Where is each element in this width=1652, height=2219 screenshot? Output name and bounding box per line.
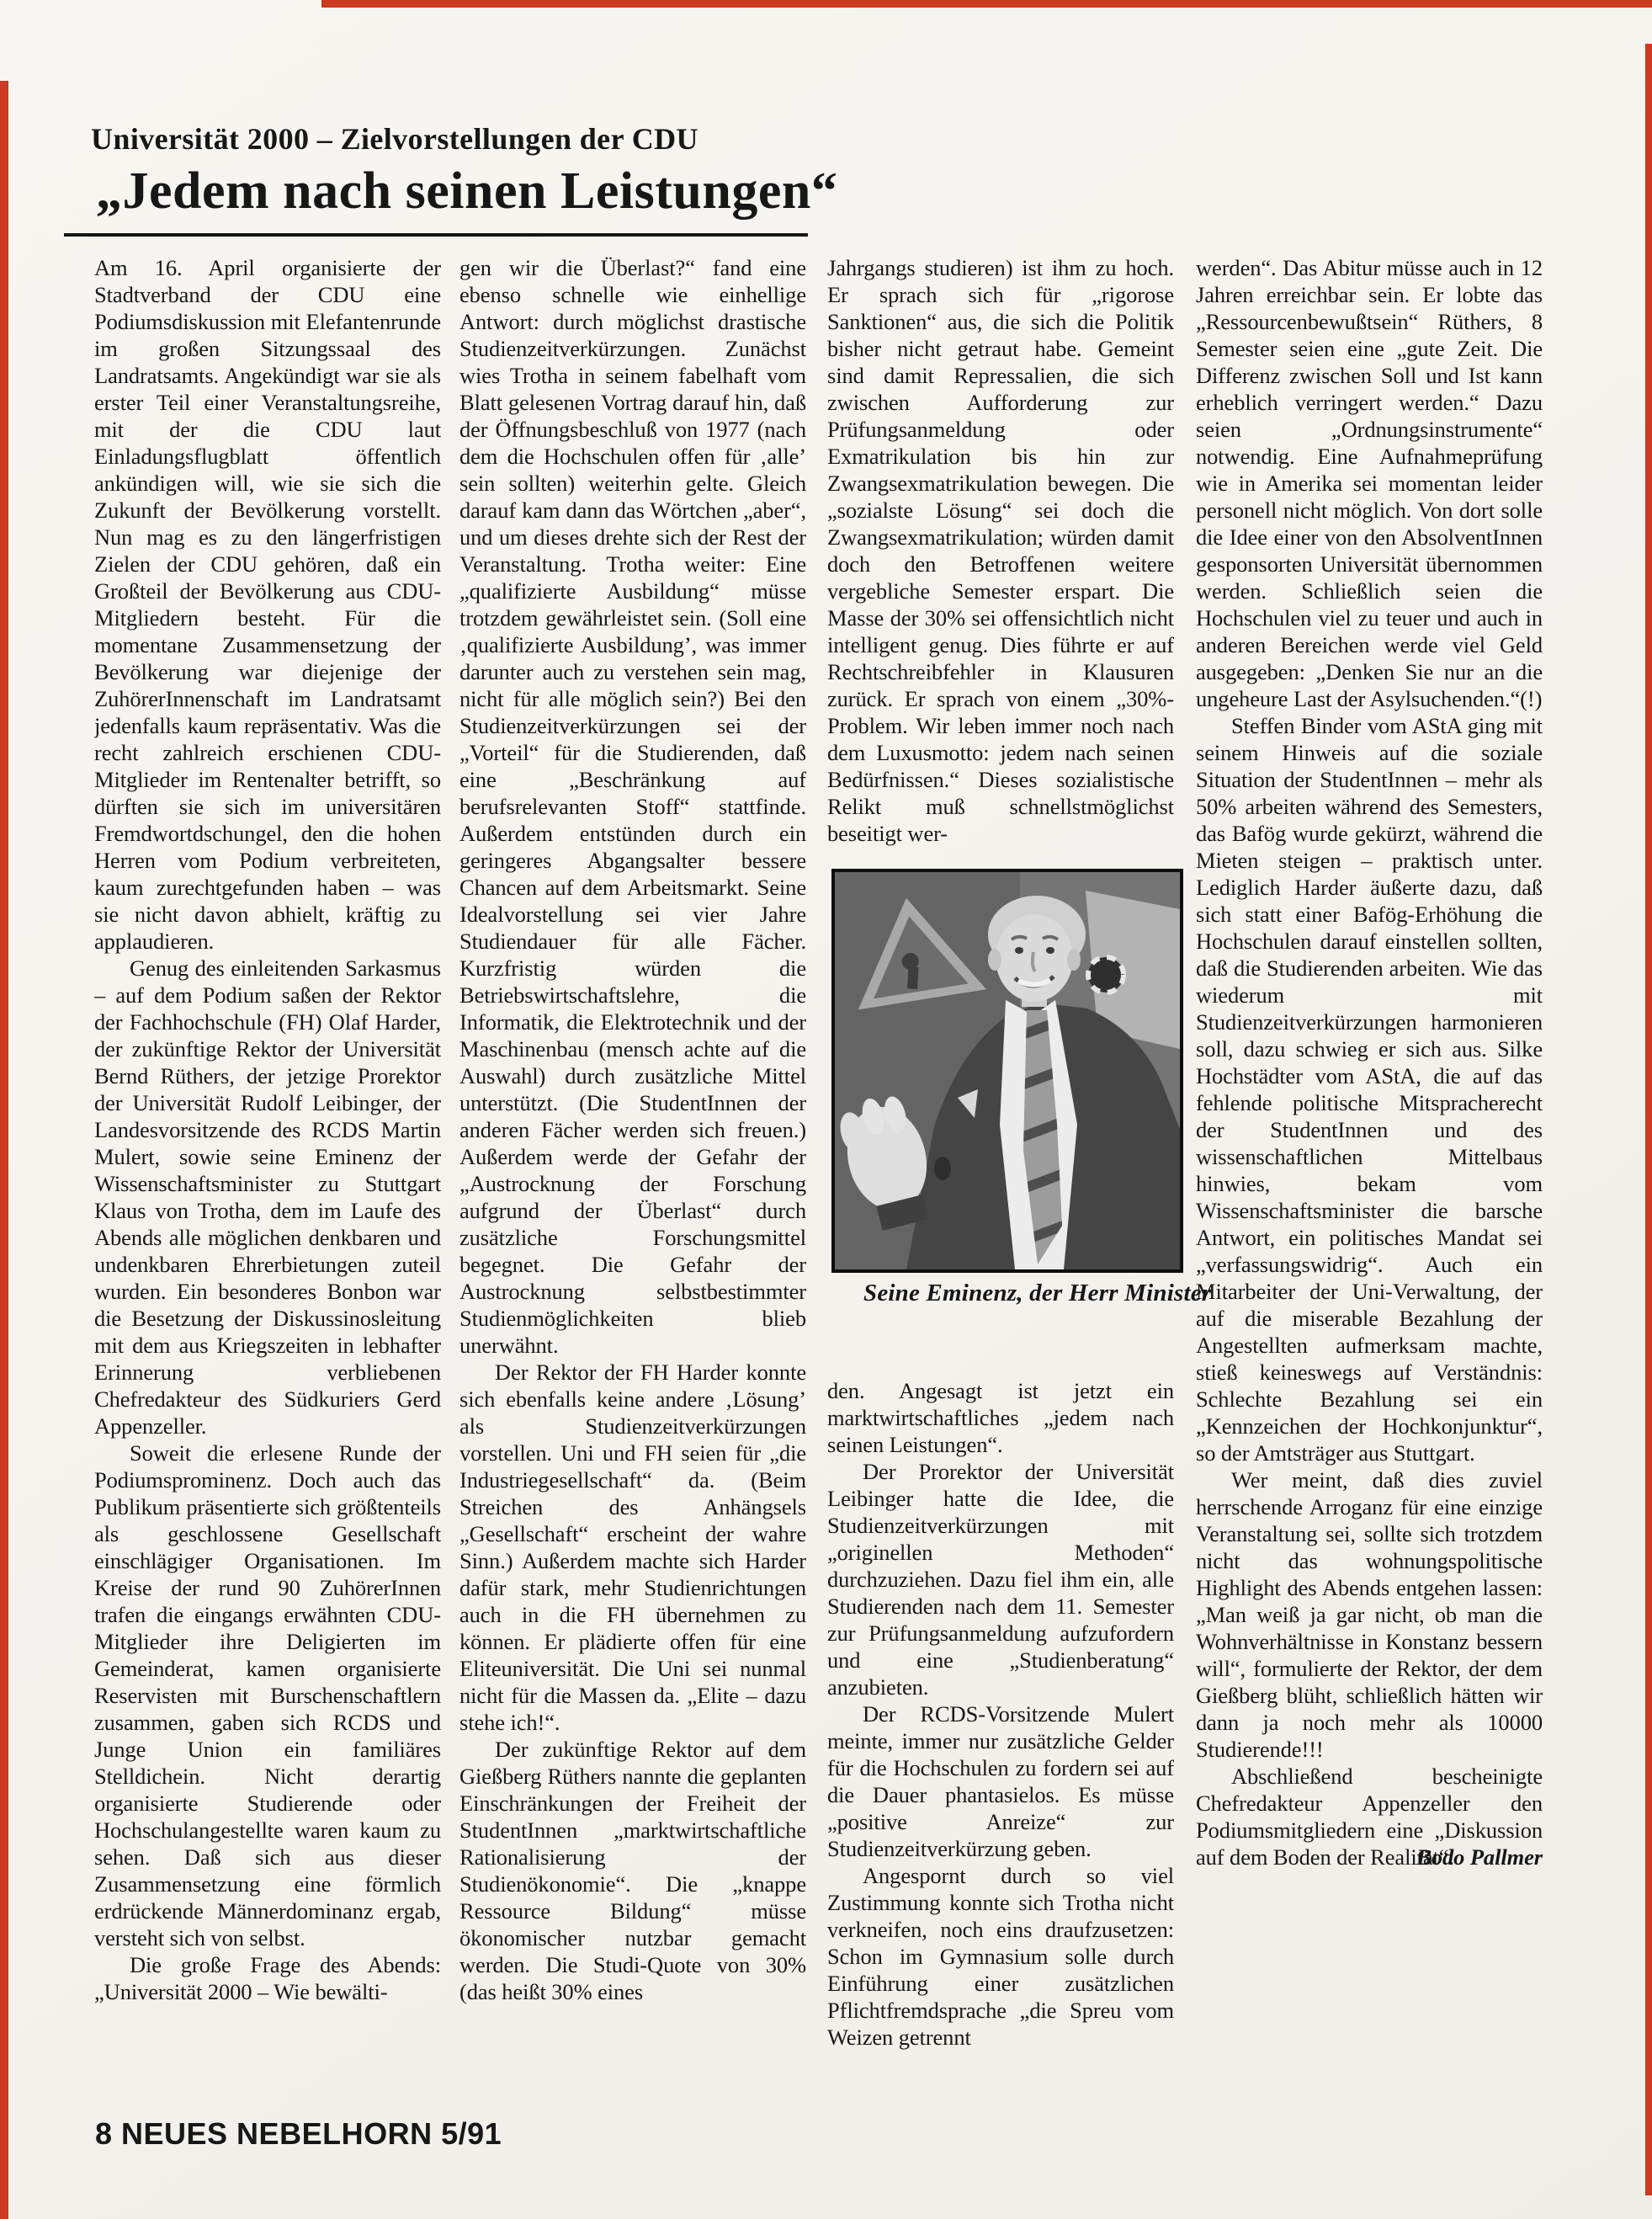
paragraph: Wer meint, daß dies zuviel herrschende Arroganz für eine einzige Veranstaltung sei, sollte sich trotzdem nicht das wohnungspolitische Highlight des Abends entgehen lassen: „Man weiß ja gar nicht, ob man die Wohnverhältnisse in Konstanz bessern will“, formulierte der Rektor, der dem Gießberg blüht, schließlich hätten wir dann ja noch mehr als 10000 Studierende!!!: [1196, 1467, 1543, 1762]
paragraph: Angespornt durch so viel Zustimmung konnte sich Trotha nicht verkneifen, noch eins draufzusetzen: Schon im Gymnasium solle durch Einführung einer zusätzlichen Pflichtfremdsprache „die Spreu vom Weizen getrennt: [827, 1863, 1174, 2050]
text-column-4: [1196, 254, 1543, 2094]
paragraph: Der Rektor der FH Harder konnte sich ebenfalls keine andere ‚Lösung’ als Studienzeitverkürzungen vorstellen. Uni und FH seien für „die Industriegesellschaft“ da. (Beim Streichen des Anhängsels „Gesellschaft“ erscheint der wahre Sinn.) Außerdem machte sich Harder dafür stark, mehr Studienrichtungen auch in die FH übernehmen zu können. Er plädierte offen für eine Eliteuniversität. Die Uni sei nunmal nicht für die Massen da. „Elite – dazu stehe ich!“.: [459, 1360, 806, 1735]
paragraph: Der Prorektor der Universität Leibinger hatte die Idee, die Studienzeitverkürzungen mit „originellen Methoden“ durchzuziehen. Dazu fiel ihm ein, alle Studierenden nach dem 11. Semester zur Prüfungsanmeldung aufzufordern und eine „Studienberatung“ anzubieten.: [827, 1459, 1174, 1700]
paragraph: den. Angesagt ist jetzt ein marktwirtschaftliches „jedem nach seinen Leistungen“.: [827, 1378, 1174, 1457]
scan-edge-right: [1645, 44, 1652, 2195]
paragraph: Steffen Binder vom AStA ging mit seinem Hinweis auf die soziale Situation der StudentInnen – mehr als 50% arbeiten während des Semesters, das Bafög wurde gekürzt, während die Mieten steigen – praktisch unter. Lediglich Harder äußerte dazu, daß sich statt einer Bafög-Erhöhung die Hochschulen darauf einstellen sollten, daß die Studierenden arbeiten. Wie das wiederum mit Studienzeitverkürzungen harmonieren soll, dazu schwieg er sich aus. Silke Hochstädter vom AStA, die auf das fehlende politische Mitspracherecht der StudentInnen und des wissenschaftlichen Mittelbaus hinwies, bekam vom Wissenschaftsminister die barsche Antwort, ein politisches Mandat sei „verfassungswidrig“. Auch ein Mitarbeiter der Uni-Verwaltung, der auf die miserable Bezahlung der Angestellten aufmerksam machte, stieß keineswegs auf Verständnis: Schlechte Bezahlung sei ein „Kennzeichen der Hochkonjunktur“, so der Amtsträger aus Stuttgart.: [1196, 713, 1543, 1466]
paragraph: gen wir die Überlast?“ fand eine ebenso schnelle wie einhellige Antwort: durch möglichst drastische Studienzeitverkürzungen. Zunächst wies Trotha in seinem fabelhaft vom Blatt gelesenen Vortrag darauf hin, daß der Öffnungsbeschluß von 1977 (nach dem die Hochschulen offen für ‚alle’ sein sollten) weiterhin gelte. Gleich darauf kam dann das Wörtchen „aber“, und um dieses drehte sich der Rest der Veranstaltung. Trotha weiter: Eine „qualifizierte Ausbildung“ müsse trotzdem gewährleistet sein. (Soll eine ‚qualifizierte Ausbildung’, was immer darunter auch zu verstehen sein mag, nicht für alle möglich sein?) Bei den Studienzeitverkürzungen sei der „Vorteil“ für die Studierenden, daß eine „Beschränkung auf berufsrelevanten Stoff“ stattfinde. Außerdem entstünden durch ein geringeres Abgangsalter bessere Chancen auf dem Arbeitsmarkt. Seine Idealvorstellung sei vier Jahre Studiendauer für alle Fächer. Kurzfristig würden die Betriebswirtschaftslehre, die Informatik, die Elektrotechnik und der Maschinenbau (mensch achte auf die Auswahl) durch zusätzliche Mittel unterstützt. (Die StudentInnen der anderen Fächer werden sich freuen.) Außerdem werde der Gefahr der „Austrocknung der Forschung aufgrund der Überlast“ durch zusätzliche Forschungsmittel begegnet. Die Gefahr der Austrocknung selbstbestimmter Studienmöglichkeiten blieb unerwähnt.: [459, 255, 806, 1358]
paragraph: Am 16. April organisierte der Stadtverband der CDU eine Podiumsdiskussion mit Elefantenrunde im großen Sitzungssaal des Landratsamts. Angekündigt war sie als erster Teil einer Veranstaltungsreihe, mit der die CDU laut Einladungsflugblatt öffentlich ankündigen will, wie sie sich die Zukunft der Bevölkerung vorstellt. Nun mag es zu den längerfristigen Zielen der CDU gehören, daß ein Großteil der Bevölkerung aus CDU-Mitgliedern besteht. Für die momentane Zusammensetzung der Bevölkerung war diejenige der ZuhörerInnenschaft im Landratsamt jedenfalls kaum repräsentativ. Was die recht zahlreich erschienen CDU-Mitglieder im Rentenalter betrifft, so dürften sie sich im universitären Fremdwortdschungel, den die hohen Herren vom Podium verbreiteten, kaum zurechtgefunden haben – was sie nicht davon abhielt, kräftig zu applaudieren.: [94, 255, 441, 954]
text-column-2: [459, 254, 806, 2094]
minister-photo: [831, 869, 1183, 1273]
headline-rule: [64, 233, 808, 237]
byline: Bodo Pallmer: [1416, 1844, 1543, 1870]
text-column-3-upper: [827, 254, 1174, 870]
minister-photo-illustration: [835, 872, 1180, 1269]
page-title: „Jedem nach seinen Leistungen“: [96, 162, 838, 220]
text-column-1: [94, 254, 441, 2094]
paragraph: Soweit die erlesene Runde der Podiumsprominenz. Doch auch das Publikum präsentierte sich größtenteils als geschlossene Gesellschaft einschlägiger Organisationen. Im Kreise der rund 90 ZuhörerInnen trafen die eingangs erwähnten CDU-Mitglieder ihre Deligierten im Gemeinderat, kamen organisierte Reservisten mit Burschenschaftlern zusammen, gaben sich RCDS und Junge Union ein familiäres Stelldichein. Nicht derartig organisierte Studierende oder Hochschulangestellte waren kaum zu sehen. Daß sich aus dieser Zusammensetzung eine förmlich erdrückende Männerdominanz ergab, versteht sich von selbst.: [94, 1440, 441, 1950]
paragraph: Jahrgangs studieren) ist ihm zu hoch. Er sprach sich für „rigorose Sanktionen“ aus, die sich die Politik bisher nicht getraut habe. Gemeint sind damit Repressalien, die sich zwischen Aufforderung zur Prüfungsanmeldung oder Exmatrikulation bis hin zur Zwangsexmatrikulation bewegen. Die „sozialste Lösung“ sei doch die Zwangsexmatrikulation; würden damit doch den Betroffenen weitere vergebliche Semester erspart. Die Masse der 30% sei offensichtlich nicht intelligent genug. Dies führte er auf Rechtschreibfehler in Klausuren zurück. Er sprach von einem „30%-Problem. Wir leben immer noch nach dem Luxusmotto: jedem nach seinen Bedürfnissen.“ Dieses sozialistische Relikt muß schnellstmöglichst beseitigt wer-: [827, 255, 1174, 846]
photo-caption: Seine Eminenz, der Herr Minister: [863, 1280, 1212, 1306]
paragraph: Der RCDS-Vorsitzende Mulert meinte, immer nur zusätzliche Gelder für die Hochschulen zu fordern sei auf die Dauer phantasielos. Es müsse „positive Anreize“ zur Studienzeitverkürzung geben.: [827, 1701, 1174, 1861]
paragraph: werden“. Das Abitur müsse auch in 12 Jahren erreichbar sein. Er lobte das „Ressourcenbewußtsein“ Rüthers, 8 Semester seien eine „gute Zeit. Die Differenz zwischen Soll und Ist kann erheblich verringert werden.“ Dazu seien „Ordnungsinstrumente“ notwendig. Eine Aufnahmeprüfung wie in Amerika sei momentan leider personell nicht möglich. Von dort solle die Idee einer von den AbsolventInnen gesponsorten Universität übernommen werden. Schließlich seien die Hochschulen viel zu teuer und auch in anderen Bereichen werde viel Geld ausgegeben: „Denken Sie nur an die ungeheure Last der Asylsuchenden.“(!): [1196, 255, 1543, 711]
scan-edge-left: [0, 81, 8, 2219]
text-column-3-lower: [827, 1377, 1174, 2089]
paragraph: Der zukünftige Rektor auf dem Gießberg Rüthers nannte die geplanten Einschränkungen der Freiheit der StudentInnen „marktwirtschaftliche Rationalisierung der Studienökonomie“. Die „knappe Ressource Bildung“ müsse ökonomischer nutzbar gemacht werden. Die Studi-Quote von 30% (das heißt 30% eines: [459, 1737, 806, 2004]
paragraph: Abschließend bescheinigte Chefredakteur Appenzeller den Podiumsmitgliedern eine „Diskussion auf dem Boden der Realität“.: [1196, 1764, 1543, 1870]
scan-edge-top: [321, 0, 1652, 8]
paragraph: Genug des einleitenden Sarkasmus – auf dem Podium saßen der Rektor der Fachhochschule (FH) Olaf Harder, der zukünftige Rektor der Universität Bernd Rüthers, der jetzige Prorektor der Universität Rudolf Leibinger, der Landesvorsitzende des RCDS Martin Mulert, sowie seine Eminenz der Wissenschaftsminister zu Stuttgart Klaus von Trotha, dem im Laufe des Abends alle möglichen denkbaren und undenkbaren Ehrerbietungen zuteil wurden. Ein besonderes Bonbon war die Besetzung der Diskussinosleitung mit dem aus Kriegszeiten in lebhafter Erinnerung verbliebenen Chefredakteur des Südkuriers Gerd Appenzeller.: [94, 955, 441, 1439]
page-footer: 8 NEUES NEBELHORN 5/91: [95, 2116, 502, 2151]
paragraph: Die große Frage des Abends: „Universität 2000 – Wie bewälti-: [94, 1952, 441, 2004]
kicker: Universität 2000 – Zielvorstellungen der CDU: [91, 122, 699, 156]
